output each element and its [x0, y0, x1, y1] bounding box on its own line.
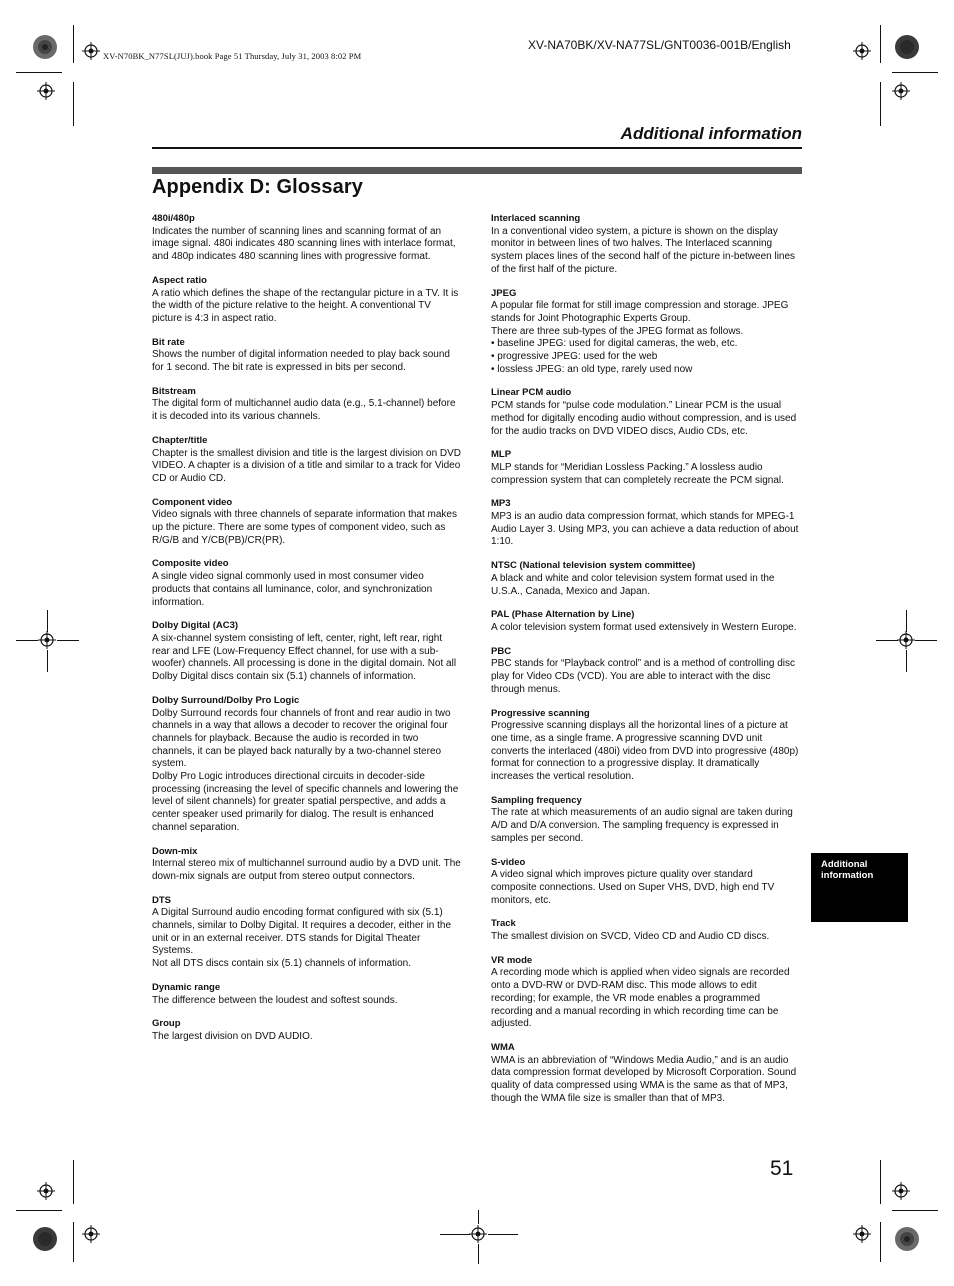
glossary-definition: [491, 300, 801, 376]
glossary-entry: [152, 1018, 462, 1043]
glossary-definition: [152, 226, 462, 264]
glossary-entry: [491, 795, 801, 846]
glossary-definition: [152, 633, 462, 684]
glossary-term: Component video: [152, 496, 233, 508]
list-item: • baseline JPEG: used for digital cameras, the web, etc.: [491, 338, 801, 351]
glossary-term: Track: [491, 918, 516, 930]
glossary-definition: [152, 995, 462, 1008]
registration-target-icon: [892, 1182, 910, 1200]
color-dial-icon: [894, 34, 920, 60]
definition-paragraph: A recording mode which is applied when video signals are recorded onto a DVD-RW or DVD-RAM disc. This mode allows to edit recording; for example, the VR mode enables a programmed recording and a manual recording in which recording time can be adjusted.: [491, 967, 790, 1030]
registration-target-icon: [853, 42, 871, 60]
glossary-definition: [491, 720, 801, 784]
glossary-entry: [152, 620, 462, 684]
list-item: • progressive JPEG: used for the web: [491, 351, 801, 364]
glossary-definition: [491, 226, 801, 277]
glossary-term: Bit rate: [152, 336, 185, 348]
glossary-term: WMA: [491, 1041, 515, 1053]
glossary-term: Linear PCM audio: [491, 387, 572, 399]
definition-paragraph: PCM stands for “pulse code modulation.” Linear PCM is the usual method for digitally encoding audio without compression, and is used for the audio tracks on DVD VIDEO discs, Audio CDs, etc.: [491, 400, 797, 437]
glossary-definition: [491, 967, 801, 1031]
glossary-definition: [491, 511, 801, 549]
glossary-term: MLP: [491, 449, 512, 461]
glossary-term: Progressive scanning: [491, 707, 590, 719]
glossary-term: Down-mix: [152, 845, 198, 857]
glossary-entry: [491, 213, 801, 277]
registration-target-icon: [37, 1182, 55, 1200]
glossary-term: NTSC (National television system committee): [491, 560, 696, 572]
definition-paragraph: The largest division on DVD AUDIO.: [152, 1030, 313, 1042]
glossary-term: Sampling frequency: [491, 794, 582, 806]
definition-paragraph: A six-channel system consisting of left, center, right, left rear, right rear and LFE (Low-Frequency Effect channel, for use with a sub-woofer) channels. All processing is done in the digital domain. Not all Dolby Digital discs contain six (5.1) channels of information.: [152, 632, 457, 683]
glossary-term: VR mode: [491, 954, 533, 966]
glossary-definition: [491, 807, 801, 845]
glossary-term: Dynamic range: [152, 981, 221, 993]
glossary-term: Bitstream: [152, 385, 196, 397]
definition-paragraph: In a conventional video system, a picture is shown on the display monitor in between lines of two halves. The Interlaced scanning system places lines of the second half of the picture in-between lines of the first half of the picture.: [491, 225, 796, 275]
glossary-entry: [152, 895, 462, 971]
glossary-term: Interlaced scanning: [491, 213, 581, 224]
registration-target-icon: [469, 1225, 487, 1243]
color-dial-icon: [894, 1226, 920, 1252]
definition-paragraph: Dolby Pro Logic introduces directional circuits in decoder-side processing (increasing the level of specific channels and lowering the level of silent channels) for greater spatial perspective, and adds a center speaker used primarily for dialog. The result is enhanced channel separation.: [152, 771, 459, 833]
document-code: XV-NA70BK/XV-NA77SL/GNT0036-001B/English: [528, 38, 791, 52]
definition-paragraph: Progressive scanning displays all the horizontal lines of a picture at one time, as a single frame. A progressive scanning DVD unit converts the interlaced (480i) video from DVD into progressive (480p) format for connection to a progressive display. It dramatically increases the vertical resolution.: [491, 720, 799, 783]
registration-target-icon: [892, 82, 910, 100]
definition-paragraph: A black and white and color television system format used in the U.S.A., Canada, Mexico and Japan.: [491, 572, 775, 597]
definition-paragraph: MLP stands for “Meridian Lossless Packing.” A lossless audio compression system that can completely recreate the PCM signal.: [491, 461, 784, 486]
definition-paragraph: The rate at which measurements of an audio signal are taken during A/D and D/A conversion. The sampling frequency is expressed in samples per second.: [491, 807, 793, 844]
glossary-definition: [152, 571, 462, 609]
glossary-term: PAL (Phase Alternation by Line): [491, 609, 635, 621]
glossary-entry: [491, 560, 801, 598]
definition-paragraph: A single video signal commonly used in most consumer video products that contains all luminance, color, and synchronization information.: [152, 571, 433, 608]
glossary-entry: [491, 646, 801, 697]
registration-target-icon: [37, 82, 55, 100]
definition-paragraph: Not all DTS discs contain six (5.1) channels of information.: [152, 958, 411, 970]
definition-paragraph: The digital form of multichannel audio data (e.g., 5.1-channel) before it is decoded into its various channels.: [152, 398, 456, 423]
glossary-term: Aspect ratio: [152, 274, 207, 286]
section-title: Additional information: [620, 124, 802, 143]
glossary-definition: [152, 907, 462, 971]
glossary-definition: [152, 1031, 462, 1044]
color-dial-icon: [32, 1226, 58, 1252]
glossary-definition: [491, 869, 801, 907]
glossary-definition: [152, 509, 462, 547]
glossary-definition: [491, 658, 801, 696]
definition-paragraph: A color television system format used extensively in Western Europe.: [491, 621, 797, 633]
glossary-definition: [491, 622, 801, 635]
glossary-term: Chapter/title: [152, 434, 208, 446]
title-bar: [152, 167, 802, 174]
definition-paragraph: There are three sub-types of the JPEG format as follows.: [491, 325, 744, 337]
definition-paragraph: Internal stereo mix of multichannel surround audio by a DVD unit. The down-mix signals are output from stereo output connectors.: [152, 858, 461, 882]
glossary-entry: [491, 1042, 801, 1106]
glossary-entry: [152, 982, 462, 1007]
glossary-entry: [491, 498, 801, 549]
glossary-entry: [152, 558, 462, 609]
glossary-term: S-video: [491, 856, 526, 868]
side-tab-label: Additional: [821, 859, 868, 870]
glossary-term: MP3: [491, 498, 511, 510]
glossary-definition: [491, 400, 801, 438]
definition-paragraph: A Digital Surround audio encoding format configured with six (5.1) channels, similar to Dolby Digital. It requires a decoder, either in the unit or in an external receiver. DTS stands for Digital Theater Systems.: [152, 907, 452, 957]
glossary-term: Dolby Digital (AC3): [152, 620, 239, 632]
registration-target-icon: [897, 631, 915, 649]
glossary-entry: [152, 337, 462, 375]
glossary-entry: [152, 435, 462, 486]
definition-paragraph: Chapter is the smallest division and title is the largest division on DVD VIDEO. A chapter is a division of a title and similar to a track for Video CD or Audio CD.: [152, 447, 462, 484]
definition-paragraph: The smallest division on SVCD, Video CD and Audio CD discs.: [491, 931, 770, 943]
glossary-term: DTS: [152, 894, 171, 906]
definition-paragraph: Video signals with three channels of separate information that makes up the picture. There are some types of component video, such as R/G/B and Y/CB(PB)/CR(PR).: [152, 509, 457, 546]
definition-paragraph: Shows the number of digital information needed to play back sound for 1 second. The bit rate is expressed in bits per second.: [152, 349, 450, 374]
glossary-definition: [152, 349, 462, 374]
glossary-definition: [152, 708, 462, 835]
glossary-entry: [152, 386, 462, 424]
side-tab: [811, 853, 908, 922]
glossary-definition: [491, 931, 801, 944]
glossary-entry: [491, 857, 801, 908]
registration-target-icon: [853, 1225, 871, 1243]
glossary-definition: [152, 448, 462, 486]
glossary-entry: [491, 288, 801, 377]
definition-paragraph: MP3 is an audio data compression format, which stands for MPEG-1 Audio Layer 3. Using MP3, you can achieve a data reduction of about 1:10.: [491, 511, 799, 548]
glossary-term: 480i/480p: [152, 213, 195, 224]
definition-paragraph: A ratio which defines the shape of the rectangular picture in a TV. It is the width of the picture relative to the height. A conventional TV picture is 4:3 in aspect ratio.: [152, 287, 459, 324]
definition-paragraph: PBC stands for “Playback control” and is a method of controlling disc play for Video CDs (VCD). You are able to interact with the disc through menus.: [491, 658, 796, 695]
glossary-definition: [152, 858, 462, 883]
definition-paragraph: WMA is an abbreviation of “Windows Media Audio,” and is an audio data compression format developed by Microsoft Corporation. Sound quality of data compressed using WMA is the same as that of MP3, though the WMA file size is smaller than that of MP3.: [491, 1054, 797, 1104]
glossary-entry: [491, 708, 801, 784]
printer-slug: XV-N70BK_N77SL(JUJ).book Page 51 Thursday, July 31, 2003 8:02 PM: [103, 51, 362, 61]
glossary-definition: [491, 462, 801, 487]
registration-target-icon: [38, 631, 56, 649]
glossary-term: Group: [152, 1018, 181, 1030]
glossary-entry: [152, 275, 462, 326]
header-rule: [152, 147, 802, 149]
glossary-definition: [491, 1055, 801, 1106]
definition-list: [491, 338, 801, 376]
registration-target-icon: [82, 1225, 100, 1243]
glossary-definition: [491, 573, 801, 598]
glossary-entry: [491, 387, 801, 438]
side-tab-label: information: [821, 870, 874, 881]
definition-paragraph: A popular file format for still image compression and storage. JPEG stands for Joint Photographic Experts Group.: [491, 300, 789, 324]
glossary-term: PBC: [491, 645, 512, 657]
glossary-term: Composite video: [152, 558, 229, 570]
glossary-entry: [491, 449, 801, 487]
glossary-entry: [152, 213, 462, 264]
glossary-term: JPEG: [491, 287, 517, 299]
definition-paragraph: Indicates the number of scanning lines and scanning format of an image signal. 480i indicates 480 scanning lines with interlace format, and 480p indicates 480 scanning lines with progressive format.: [152, 225, 456, 263]
list-item: • lossless JPEG: an old type, rarely used now: [491, 364, 801, 377]
glossary-definition: [152, 288, 462, 326]
glossary-definition: [152, 398, 462, 423]
page-number: 51: [770, 1157, 794, 1180]
definition-paragraph: Dolby Surround records four channels of front and rear audio in two channels in a way that allows a decoder to recover the original four channels for playback. Because the audio is recorded in two channels, it can be played back naturally by a two-channel stereo system.: [152, 707, 451, 770]
glossary-entry: [491, 609, 801, 634]
glossary-entry: [152, 497, 462, 548]
glossary-entry: [152, 846, 462, 884]
definition-paragraph: The difference between the loudest and softest sounds.: [152, 994, 398, 1006]
color-dial-icon: [32, 34, 58, 60]
glossary-entry: [491, 955, 801, 1031]
definition-paragraph: A video signal which improves picture quality over standard composite connections. Used on Super VHS, DVD, high end TV monitors, etc.: [491, 869, 775, 906]
registration-target-icon: [82, 42, 100, 60]
glossary-right-column: [491, 213, 801, 1116]
glossary-left-column: [152, 213, 462, 1055]
glossary-entry: [491, 918, 801, 943]
glossary-term: Dolby Surround/Dolby Pro Logic: [152, 694, 300, 706]
page-title: Appendix D: Glossary: [152, 176, 363, 198]
glossary-entry: [152, 695, 462, 835]
